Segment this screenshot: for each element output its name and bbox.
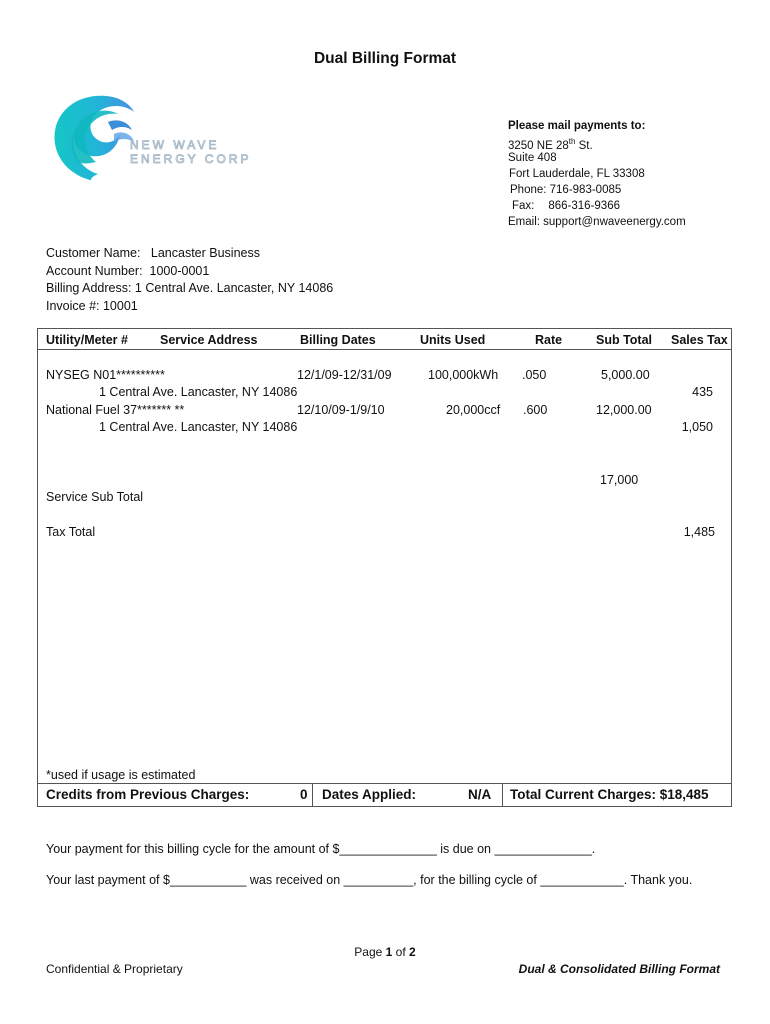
mail-street: 3250 NE 28th St.	[508, 137, 593, 152]
last-payment-line: Your last payment of $___________ was received on __________, for the billing cycle of ____________. Thank you.	[46, 873, 693, 887]
billing-table	[37, 328, 732, 807]
mail-suite: Suite 408	[508, 152, 557, 164]
mail-fax: Fax: 866-316-9366	[512, 200, 620, 212]
service-subtotal-value: 17,000	[600, 473, 639, 487]
mail-payments-block	[508, 118, 686, 230]
wave-logo-icon	[48, 92, 278, 187]
payment-due-line: Your payment for this billing cycle for the amount of $______________ is due on ______________.	[46, 842, 596, 856]
invoice-number: Invoice #: 10001	[46, 298, 138, 313]
row1-address: 1 Central Ave. Lancaster, NY 14086	[99, 385, 298, 399]
row2-meter: National Fuel 37******* **	[46, 403, 185, 417]
row1-tax: 435	[692, 385, 713, 399]
mail-city: Fort Lauderdale, FL 33308	[509, 168, 645, 180]
row2-subtotal: 12,000.00	[596, 403, 652, 417]
header-dates: Billing Dates	[300, 333, 376, 347]
dates-applied-value: N/A	[468, 787, 492, 802]
summary-divider-1	[312, 783, 313, 807]
row2-units: 20,000ccf	[446, 403, 501, 417]
footer-format-name: Dual & Consolidated Billing Format	[518, 962, 720, 976]
mail-phone: Phone: 716-983-0085	[510, 184, 622, 196]
row1-rate: .050	[522, 368, 547, 382]
company-logo	[48, 92, 278, 190]
summary-divider	[37, 783, 732, 784]
credits-value: 0	[300, 787, 308, 802]
row1-meter: NYSEG N01**********	[46, 368, 165, 382]
total-current-charges: Total Current Charges: $18,485	[510, 787, 709, 802]
tax-total-label: Tax Total	[46, 525, 96, 539]
credits-label: Credits from Previous Charges:	[46, 787, 250, 802]
customer-name: Customer Name: Lancaster Business	[46, 246, 260, 260]
mail-heading: Please mail payments to:	[508, 120, 646, 132]
footer-confidential: Confidential & Proprietary	[46, 962, 183, 976]
row2-rate: .600	[523, 403, 548, 417]
header-address: Service Address	[160, 333, 258, 347]
page-indicator: Page 1 of 2	[354, 945, 416, 959]
header-rate: Rate	[535, 333, 563, 347]
dates-applied-label: Dates Applied:	[322, 787, 417, 802]
service-subtotal-label: Service Sub Total	[46, 490, 144, 504]
row1-units: 100,000kWh	[428, 368, 499, 382]
account-number: Account Number: 1000-0001	[46, 263, 210, 278]
estimated-note: *used if usage is estimated	[46, 768, 196, 782]
row2-tax: 1,050	[681, 420, 713, 434]
header-meter: Utility/Meter #	[46, 333, 128, 347]
header-divider	[37, 349, 732, 350]
row1-dates: 12/1/09-12/31/09	[297, 368, 392, 382]
header-units: Units Used	[420, 333, 486, 347]
row2-dates: 12/10/09-1/9/10	[297, 403, 385, 417]
row2-address: 1 Central Ave. Lancaster, NY 14086	[99, 420, 298, 434]
header-subtotal: Sub Total	[596, 333, 653, 347]
customer-info	[46, 245, 333, 315]
document-title: Dual Billing Format	[313, 50, 457, 67]
mail-email: Email: support@nwaveenergy.com	[508, 216, 686, 228]
tax-total-value: 1,485	[683, 525, 715, 539]
header-tax: Sales Tax	[671, 333, 728, 347]
billing-address: Billing Address: 1 Central Ave. Lancaster, NY 14086	[46, 281, 334, 295]
row1-subtotal: 5,000.00	[601, 368, 650, 382]
logo-line1: NEW WAVE	[130, 138, 220, 152]
logo-line2: ENERGY CORP	[130, 152, 252, 166]
summary-divider-2	[502, 783, 503, 807]
